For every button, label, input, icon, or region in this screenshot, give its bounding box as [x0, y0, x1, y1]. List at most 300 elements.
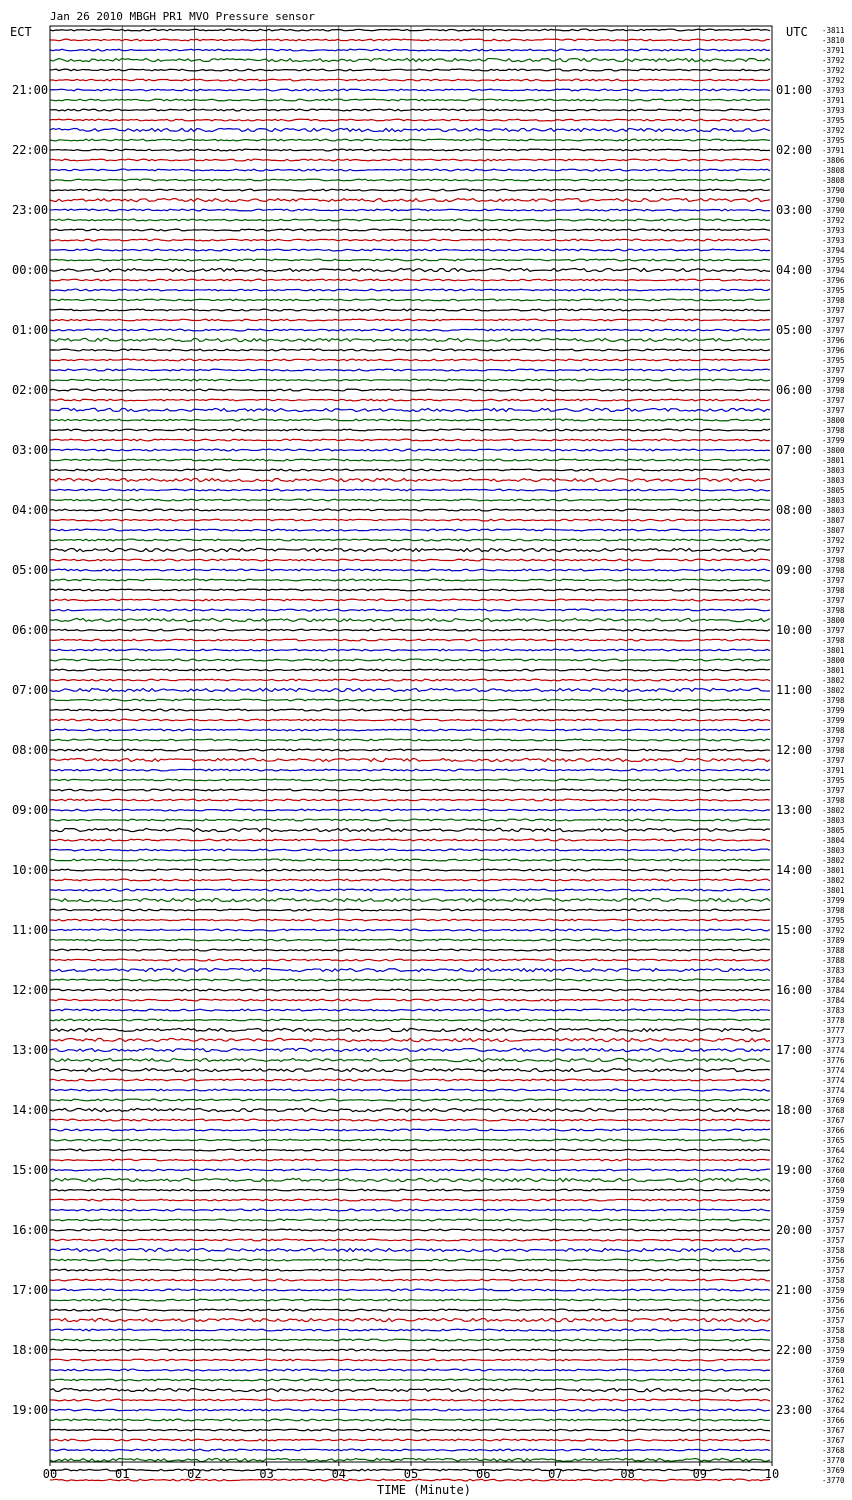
x-tick-label: 01 — [114, 1467, 130, 1481]
row-value-label: -3760 — [822, 1176, 845, 1185]
trace-row — [50, 749, 770, 751]
right-hour-label: 20:00 — [776, 1223, 813, 1237]
row-value-label: -3795 — [822, 776, 845, 785]
row-value-label: -3807 — [822, 526, 845, 535]
row-value-label: -3798 — [822, 556, 845, 565]
row-value-label: -3761 — [822, 1376, 845, 1385]
trace-row — [50, 439, 770, 441]
right-hour-label: 15:00 — [776, 923, 813, 937]
row-value-label: -3803 — [822, 846, 845, 855]
row-value-label: -3792 — [822, 536, 845, 545]
row-value-label: -3790 — [822, 196, 845, 205]
trace-row — [50, 669, 770, 671]
row-value-label: -3798 — [822, 606, 845, 615]
row-value-label: -3798 — [822, 746, 845, 755]
trace-row — [50, 1299, 770, 1301]
trace-row — [50, 1248, 770, 1251]
row-value-label: -3801 — [822, 886, 845, 895]
trace-row — [50, 1429, 770, 1431]
trace-row — [50, 1178, 770, 1181]
trace-row — [50, 509, 770, 511]
row-value-label: -3803 — [822, 816, 845, 825]
trace-row — [50, 408, 770, 411]
x-tick-labels — [43, 1462, 779, 1481]
row-value-label: -3801 — [822, 866, 845, 875]
trace-row — [50, 189, 770, 191]
row-value-label: -3792 — [822, 56, 845, 65]
trace-row — [50, 219, 770, 221]
row-value-label: -3767 — [822, 1426, 845, 1435]
trace-row — [50, 1419, 770, 1421]
trace-row — [50, 1259, 770, 1261]
trace-row — [50, 1028, 770, 1031]
row-value-label: -3774 — [822, 1066, 845, 1075]
left-hour-label: 23:00 — [12, 203, 49, 217]
trace-row — [50, 1229, 770, 1231]
trace-row — [50, 569, 770, 571]
row-value-label: -3784 — [822, 996, 845, 1005]
row-value-label: -3793 — [822, 226, 845, 235]
right-hour-label: 11:00 — [776, 683, 813, 697]
trace-row — [50, 799, 770, 801]
row-value-label: -3791 — [822, 146, 845, 155]
row-value-label: -3796 — [822, 346, 845, 355]
trace-row — [50, 49, 770, 51]
x-tick-label: 06 — [475, 1467, 491, 1481]
row-value-label: -3800 — [822, 416, 845, 425]
right-hour-label: 16:00 — [776, 983, 813, 997]
trace-row — [50, 639, 770, 641]
trace-row — [50, 159, 770, 161]
right-hour-label: 18:00 — [776, 1103, 813, 1117]
left-axis-label: ECT — [10, 25, 32, 39]
row-value-label: -3758 — [822, 1326, 845, 1335]
trace-row — [50, 128, 770, 131]
row-value-label: -3762 — [822, 1396, 845, 1405]
left-hour-label: 15:00 — [12, 1163, 49, 1177]
trace-row — [50, 959, 770, 961]
row-value-label: -3759 — [822, 1346, 845, 1355]
row-value-label: -3778 — [822, 1016, 845, 1025]
trace-row — [50, 649, 770, 651]
left-hour-label: 07:00 — [12, 683, 49, 697]
row-value-label: -3788 — [822, 946, 845, 955]
trace-row — [50, 229, 770, 231]
trace-row — [50, 729, 770, 731]
trace-row — [50, 699, 770, 701]
row-value-label: -3756 — [822, 1296, 845, 1305]
trace-row — [50, 709, 770, 711]
right-hour-label: 17:00 — [776, 1043, 813, 1057]
trace-row — [50, 519, 770, 521]
chart-title: Jan 26 2010 MBGH PR1 MVO Pressure sensor — [50, 10, 315, 23]
row-value-label: -3803 — [822, 506, 845, 515]
row-value-label: -3798 — [822, 726, 845, 735]
trace-row — [50, 1289, 770, 1291]
x-tick-label: 03 — [259, 1467, 274, 1481]
trace-row — [50, 739, 770, 741]
right-hour-label: 01:00 — [776, 83, 813, 97]
row-value-label: -3759 — [822, 1196, 845, 1205]
row-value-label: -3798 — [822, 796, 845, 805]
row-value-label: -3768 — [822, 1446, 845, 1455]
row-value-label: -3798 — [822, 696, 845, 705]
row-value-label: -3799 — [822, 716, 845, 725]
trace-row — [50, 979, 770, 981]
row-value-label: -3797 — [822, 406, 845, 415]
row-value-label: -3757 — [822, 1236, 845, 1245]
left-hour-label: 17:00 — [12, 1283, 49, 1297]
trace-row — [50, 809, 770, 811]
trace-row — [50, 1209, 770, 1211]
row-value-label: -3791 — [822, 766, 845, 775]
row-value-label: -3797 — [822, 576, 845, 585]
trace-row — [50, 419, 770, 421]
row-value-label: -3776 — [822, 1056, 845, 1065]
trace-row — [50, 489, 770, 491]
trace-row — [50, 1019, 770, 1021]
row-value-label: -3800 — [822, 656, 845, 665]
row-value-label: -3783 — [822, 966, 845, 975]
row-value-label: -3797 — [822, 786, 845, 795]
trace-row — [50, 259, 770, 261]
row-value-label: -3793 — [822, 86, 845, 95]
row-value-label: -3798 — [822, 566, 845, 575]
row-value-label: -3800 — [822, 446, 845, 455]
trace-row — [50, 629, 770, 631]
trace-row — [50, 169, 770, 171]
trace-row — [50, 1409, 770, 1411]
row-value-label: -3801 — [822, 666, 845, 675]
right-hour-label: 21:00 — [776, 1283, 813, 1297]
trace-row — [50, 898, 770, 901]
left-hour-label: 04:00 — [12, 503, 49, 517]
row-value-label: -3792 — [822, 216, 845, 225]
trace-row — [50, 329, 770, 331]
trace-row — [50, 58, 770, 61]
row-value-label: -3796 — [822, 336, 845, 345]
trace-row — [50, 1199, 770, 1201]
row-value-label: -3774 — [822, 1086, 845, 1095]
row-value-label: -3797 — [822, 366, 845, 375]
trace-row — [50, 1159, 770, 1161]
trace-row — [50, 198, 770, 201]
trace-row — [50, 779, 770, 781]
trace-row — [50, 919, 770, 921]
right-hour-label: 07:00 — [776, 443, 813, 457]
row-value-label: -3762 — [822, 1386, 845, 1395]
row-value-label: -3798 — [822, 636, 845, 645]
row-value-label: -3805 — [822, 826, 845, 835]
trace-row — [50, 1349, 770, 1351]
right-hour-label: 23:00 — [776, 1403, 813, 1417]
row-value-label: -3798 — [822, 906, 845, 915]
trace-row — [50, 618, 770, 621]
trace-row — [50, 758, 770, 761]
row-value-label: -3799 — [822, 436, 845, 445]
x-tick-label: 10 — [764, 1467, 780, 1481]
right-hour-label: 19:00 — [776, 1163, 813, 1177]
trace-row — [50, 1379, 770, 1381]
row-value-label: -3808 — [822, 166, 845, 175]
trace-row — [50, 1058, 770, 1061]
trace-row — [50, 279, 770, 281]
trace-row — [50, 338, 770, 341]
row-value-label: -3797 — [822, 756, 845, 765]
row-value-label: -3790 — [822, 206, 845, 215]
trace-row — [50, 139, 770, 141]
right-hour-labels — [776, 83, 812, 1417]
right-hour-label: 06:00 — [776, 383, 813, 397]
row-value-label: -3788 — [822, 956, 845, 965]
row-value-label: -3798 — [822, 586, 845, 595]
trace-row — [50, 1219, 770, 1221]
left-hour-label: 02:00 — [12, 383, 49, 397]
trace-row — [50, 909, 770, 911]
row-value-label: -3768 — [822, 1106, 845, 1115]
trace-row — [50, 889, 770, 891]
row-value-label: -3803 — [822, 496, 845, 505]
trace-row — [50, 719, 770, 721]
row-value-label: -3769 — [822, 1466, 845, 1475]
trace-row — [50, 1239, 770, 1241]
row-value-label: -3757 — [822, 1216, 845, 1225]
left-hour-label: 18:00 — [12, 1343, 49, 1357]
trace-row — [50, 459, 770, 461]
right-hour-label: 10:00 — [776, 623, 813, 637]
row-value-label: -3798 — [822, 386, 845, 395]
left-hour-label: 01:00 — [12, 323, 49, 337]
x-tick-label: 00 — [42, 1467, 58, 1481]
row-value-label: -3811 — [822, 26, 845, 35]
trace-row — [50, 688, 770, 691]
trace-row — [50, 839, 770, 841]
row-value-label: -3760 — [822, 1366, 845, 1375]
trace-row — [50, 529, 770, 531]
row-value-label: -3802 — [822, 876, 845, 885]
row-value-label: -3801 — [822, 646, 845, 655]
row-value-label: -3774 — [822, 1046, 845, 1055]
row-value-label: -3798 — [822, 296, 845, 305]
left-hour-label: 12:00 — [12, 983, 49, 997]
trace-row — [50, 119, 770, 121]
row-value-label: -3806 — [822, 156, 845, 165]
x-tick-label: 09 — [692, 1467, 708, 1481]
left-hour-label: 13:00 — [12, 1043, 49, 1057]
row-value-label: -3766 — [822, 1126, 845, 1135]
trace-row — [50, 249, 770, 251]
row-value-label: -3759 — [822, 1206, 845, 1215]
trace-row — [50, 1189, 770, 1191]
trace-row — [50, 849, 770, 851]
left-hour-label: 21:00 — [12, 83, 49, 97]
trace-row — [50, 1119, 770, 1121]
left-hour-label: 00:00 — [12, 263, 49, 277]
trace-row — [50, 679, 770, 681]
trace-row — [50, 1359, 770, 1361]
trace-row — [50, 999, 770, 1001]
trace-row — [50, 1139, 770, 1141]
left-hour-label: 03:00 — [12, 443, 49, 457]
trace-row — [50, 769, 770, 771]
trace-row — [50, 1309, 770, 1311]
row-value-label: -3756 — [822, 1256, 845, 1265]
trace-row — [50, 499, 770, 501]
right-hour-label: 08:00 — [776, 503, 813, 517]
trace-row — [50, 789, 770, 791]
row-value-label: -3801 — [822, 456, 845, 465]
trace-row — [50, 869, 770, 871]
row-value-label: -3803 — [822, 466, 845, 475]
trace-row — [50, 1048, 770, 1051]
row-value-label: -3770 — [822, 1476, 845, 1485]
row-value-label: -3795 — [822, 116, 845, 125]
row-value-label: -3795 — [822, 136, 845, 145]
row-value-label: -3792 — [822, 76, 845, 85]
row-value-label: -3799 — [822, 706, 845, 715]
left-hour-label: 16:00 — [12, 1223, 49, 1237]
row-value-label: -3784 — [822, 986, 845, 995]
right-hour-label: 14:00 — [776, 863, 813, 877]
trace-row — [50, 1388, 770, 1391]
trace-row — [50, 429, 770, 431]
trace-row — [50, 209, 770, 211]
trace-row — [50, 859, 770, 861]
row-value-label: -3757 — [822, 1316, 845, 1325]
trace-row — [50, 239, 770, 241]
right-axis-label: UTC — [786, 25, 808, 39]
row-value-label: -3805 — [822, 486, 845, 495]
left-hour-label: 08:00 — [12, 743, 49, 757]
row-value-label: -3791 — [822, 46, 845, 55]
trace-row — [50, 349, 770, 351]
trace-row — [50, 299, 770, 301]
row-value-label: -3797 — [822, 736, 845, 745]
trace-row — [50, 1149, 770, 1151]
row-value-label: -3797 — [822, 396, 845, 405]
trace-row — [50, 659, 770, 661]
right-hour-label: 13:00 — [776, 803, 813, 817]
trace-row — [50, 929, 770, 931]
row-value-label: -3804 — [822, 836, 845, 845]
trace-row — [50, 609, 770, 611]
x-tick-label: 02 — [187, 1467, 202, 1481]
trace-row — [50, 29, 770, 31]
trace-row — [50, 1439, 770, 1441]
row-value-label: -3808 — [822, 176, 845, 185]
trace-row — [50, 1279, 770, 1281]
row-value-label: -3790 — [822, 186, 845, 195]
trace-row — [50, 989, 770, 991]
left-hour-label: 22:00 — [12, 143, 49, 157]
row-value-label: -3792 — [822, 66, 845, 75]
right-hour-label: 12:00 — [776, 743, 813, 757]
row-value-label: -3765 — [822, 1136, 845, 1145]
row-value-label: -3802 — [822, 856, 845, 865]
row-value-label: -3774 — [822, 1076, 845, 1085]
row-value-label: -3802 — [822, 686, 845, 695]
trace-row — [50, 1009, 770, 1011]
trace-row — [50, 548, 770, 551]
trace-row — [50, 1449, 770, 1451]
x-tick-label: 07 — [548, 1467, 563, 1481]
row-value-label: -3799 — [822, 896, 845, 905]
trace-row — [50, 939, 770, 941]
row-value-label: -3758 — [822, 1246, 845, 1255]
left-hour-label: 19:00 — [12, 1403, 49, 1417]
row-value-label: -3762 — [822, 1156, 845, 1165]
left-hour-label: 05:00 — [12, 563, 49, 577]
row-value-label: -3797 — [822, 546, 845, 555]
trace-row — [50, 1269, 770, 1271]
row-value-label: -3797 — [822, 596, 845, 605]
right-hour-label: 05:00 — [776, 323, 813, 337]
row-value-labels — [822, 26, 845, 1485]
trace-row — [50, 579, 770, 581]
row-value-label: -3764 — [822, 1146, 845, 1155]
trace-row — [50, 89, 770, 91]
trace-row — [50, 289, 770, 291]
x-tick-label: 05 — [403, 1467, 419, 1481]
trace-row — [50, 1079, 770, 1081]
trace-row — [50, 1089, 770, 1091]
trace-row — [50, 1129, 770, 1131]
row-value-label: -3793 — [822, 106, 845, 115]
row-value-label: -3784 — [822, 976, 845, 985]
trace-row — [50, 369, 770, 371]
x-tick-label: 04 — [331, 1467, 347, 1481]
row-value-label: -3798 — [822, 426, 845, 435]
trace-row — [50, 949, 770, 951]
trace-row — [50, 39, 770, 41]
row-value-label: -3759 — [822, 1286, 845, 1295]
row-value-label: -3757 — [822, 1266, 845, 1275]
row-value-label: -3758 — [822, 1336, 845, 1345]
row-value-label: -3797 — [822, 626, 845, 635]
trace-row — [50, 399, 770, 401]
right-hour-label: 04:00 — [776, 263, 813, 277]
row-value-label: -3769 — [822, 1096, 845, 1105]
row-value-label: -3759 — [822, 1356, 845, 1365]
row-value-label: -3799 — [822, 376, 845, 385]
trace-row — [50, 539, 770, 541]
trace-row — [50, 559, 770, 561]
right-hour-label: 03:00 — [776, 203, 813, 217]
row-value-label: -3760 — [822, 1166, 845, 1175]
row-value-label: -3800 — [822, 616, 845, 625]
row-value-label: -3795 — [822, 286, 845, 295]
row-value-label: -3795 — [822, 356, 845, 365]
trace-row — [50, 1339, 770, 1341]
left-hour-labels — [12, 83, 48, 1417]
trace-row — [50, 599, 770, 601]
row-value-label: -3767 — [822, 1116, 845, 1125]
right-hour-label: 22:00 — [776, 1343, 813, 1357]
row-value-label: -3756 — [822, 1306, 845, 1315]
trace-row — [50, 1329, 770, 1331]
trace-rows — [50, 29, 770, 1481]
row-value-label: -3795 — [822, 916, 845, 925]
right-hour-label: 02:00 — [776, 143, 813, 157]
trace-row — [50, 389, 770, 391]
row-value-label: -3794 — [822, 266, 845, 275]
row-value-label: -3767 — [822, 1436, 845, 1445]
trace-row — [50, 1458, 770, 1461]
row-value-label: -3802 — [822, 676, 845, 685]
trace-row — [50, 1169, 770, 1171]
trace-row — [50, 1038, 770, 1041]
trace-row — [50, 1068, 770, 1071]
